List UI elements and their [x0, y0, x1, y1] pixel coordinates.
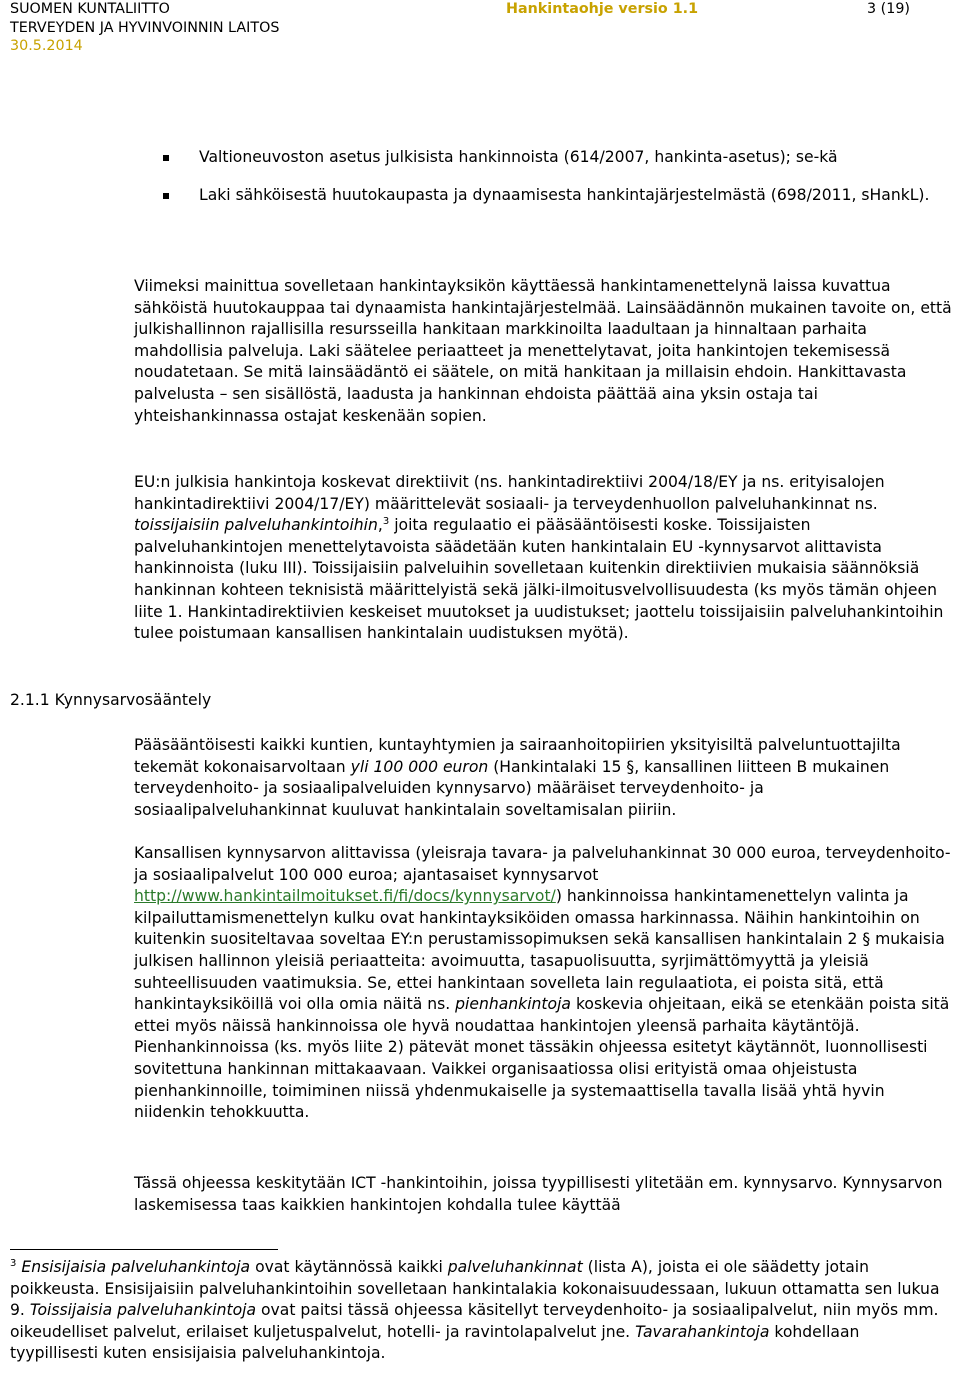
doc-date: 30.5.2014 [10, 38, 83, 54]
footnote: $^3$ Ensisijaisia palveluhankintoja ovat käytännössä kaikki palveluhankinnat (lista A), joista ei ole säädetty jotain poikkeusta. Ensisijaisiin palveluhankintoihin sovelletaan hankintalakia kokonaisuudessaan, lukuun ottamatta sen lukua 9. Toissijaisia palveluhankintoja ovat paitsi tässä ohjeessa käsitellyt terveydenhoito- ja sosiaalipalvelut, niin myös mm. oikeudelliset palvelut, erilaiset kuljetuspalvelut, hotelli- ja ravintolapalvelut jne. Tavarahankintoja kohdellaan tyypillisesti kuten ensisijaisia palveluhankintoja. [10, 1258, 940, 1363]
footnote-ref: 3 [382, 516, 390, 528]
footnote-number: 3 [10, 1258, 17, 1269]
section-heading: 2.1.1 Kynnysarvosääntely [10, 691, 212, 709]
paragraph-ict-focus: Tässä ohjeessa keskitytään ICT -hankintoihin, joissa tyypillisesti ylitetään em. kynnysarvo. Kynnysarvon laskemisessa taas kaikkien hankintojen kohdalla tulee käyttää [134, 1174, 943, 1214]
paragraph-legislation: Viimeksi mainittua sovelletaan hankintayksikön käyttäessä hankintamenettelynä laissa kuvattua sähköistä huutokauppaa tai dynaamista hankintajärjestelmää. Lainsäädännön mukainen tavoite on, että julkishallinnon rajallisilla resursseilla hankitaan markkinoilta laadultaan ja hinnaltaan parhaita mahdollisia palveluja. Laki säätelee periaatteet ja menettelytavat, joita hankintojen tekemisessä noudatetaan. Se mitä lainsäädäntö ei säätele, on mitä hankitaan ja millaisin ehdoin. Hankittavasta palvelusta – sen sisällöstä, laadusta ja hankinnan ehdoista päättää aina yksin ostaja tai yhteishankinnassa ostajat keskenään sopien. [134, 277, 952, 425]
paragraph-eu-directives: EU:n julkisia hankintoja koskevat direktiivit (ns. hankintadirektiivi 2004/18/EY ja ns. erityisalojen hankintadirektiivi 2004/17/EY) määrittelevät sosiaali- ja terveydenhuollon palveluhankinnat ns. toissijaisiin palveluhankintoihin,$^3$ joita regulaatio ei pääsääntöisesti koske. Toissijaisten palveluhankintojen menettelytavoista säädetään kuten hankintalain EU -kynnysarvot alittavista hankinnoista (luku III). Toissijaisiin palveluihin sovelletaan kuitenkin direktiivien mukaisia säännöksiä hankinnan kohteen teknisistä määrittelyistä sekä jälki-ilmoitusvelvollisuudesta (ks myös tämän ohjeen liite 1. Hankintadirektiivien keskeiset muutokset ja uudistukset; jaottelu toissijaisiin palveluhankintoihin tulee poistumaan kansallisen hankintalain uudistuksen myötä). [134, 473, 944, 643]
org-name-2: TERVEYDEN JA HYVINVOINNIN LAITOS [10, 19, 280, 36]
paragraph-threshold: Pääsääntöisesti kaikki kuntien, kuntayhtymien ja sairaanhoitopiirien yksityisiltä palveluntuottajilta tekemät kokonaisarvoltaan yli 100 000 euron (Hankintalaki 15 §, kansallinen liitteen B mukainen terveydenhoito- ja sosiaalipalveluiden kynnysarvo) määräiset terveydenhoito- ja sosiaalipalveluhankinnat kuuluvat hankintalain soveltamisalan piiriin. [134, 736, 901, 819]
doc-title: Hankintaohje versio 1.1 [506, 1, 699, 17]
list-item: Laki sähköisestä huutokaupasta ja dynaamisesta hankintajärjestelmästä (698/2011, sHankL). [163, 185, 953, 207]
law-list [163, 147, 953, 222]
thresholds-link[interactable]: http://www.hankintailmoitukset.fi/fi/docs/kynnysarvot/ [134, 887, 556, 906]
org-name: SUOMEN KUNTALIITTO [10, 1, 170, 17]
list-item: Valtioneuvoston asetus julkisista hankinnoista (614/2007, hankinta-asetus); se-kä [163, 147, 953, 169]
page-number: 3 (19) [867, 1, 910, 17]
footnote-divider [10, 1249, 278, 1250]
paragraph-small-procurements: Kansallisen kynnysarvon alittavissa (yleisraja tavara- ja palveluhankinnat 30 000 euroa, terveydenhoito- ja sosiaalipalvelut 100 000 euroa; ajantasaiset kynnysarvot http://www.hankintailmoitukset.fi/fi/docs/kynnysarvot/) hankinnoissa hankintamenettelyn valinta ja kilpailuttamismenettelyn kulku ovat hankintayksiköiden omassa harkinnassa. Näihin hankintoihin on kuitenkin suositeltavaa soveltaa EY:n perustamissopimuksen sekä kansallisen hankintalain 2 § mukaisia julkisen hallinnon yleisiä periaatteita: avoimuutta, tasapuolisuutta, syrjimättömyyttä ja yleisiä suhteellisuuden vaatimuksia. Se, ettei hankintaan sovelleta lain regulaatiota, ei poista sitä, että hankintayksiköillä voi olla omia näitä ns. pienhankintoja koskevia ohjeitaan, eikä se etenkään poista sitä ettei myös näissä hankinnoissa ole hyvä noudattaa hankintojen yleensä parhaita käytäntöjä. Pienhankinnoissa (ks. myös liite 2) pätevät monet tässäkin ohjeessa esitetyt käytännöt, luonnollisesti sovitettuna hankinnan mittakaavaan. Vaikkei organisaatiossa olisi erityistä omaa ohjeistusta pienhankinnoille, toimiminen niissä yhdenmukaiselle ja systemaattisella tavalla lisää yhtä hyvin niidenkin tehokkuutta. [134, 844, 951, 1122]
header-org [10, 0, 279, 56]
